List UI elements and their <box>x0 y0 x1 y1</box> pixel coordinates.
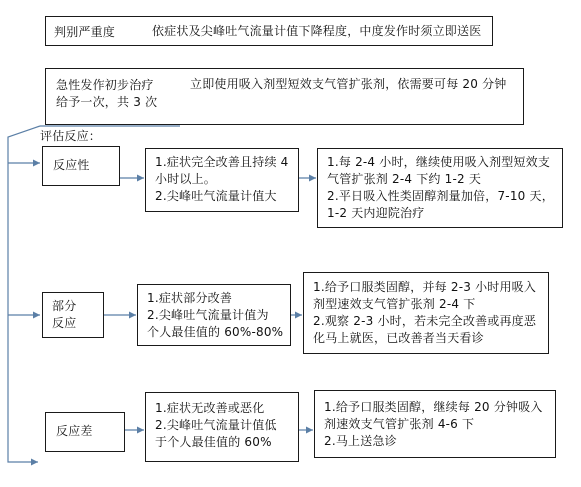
partial-action-line: 2.观察 2-3 小时，若未完全改善或再度恶 <box>313 314 537 328</box>
good-criteria-line: 2.尖峰吐气流量计值大 <box>155 189 277 203</box>
partial-response-box <box>42 292 104 338</box>
poor-action-line: 2.马上送急诊 <box>324 434 397 448</box>
initial-treatment-label: 急性发作初步治疗 <box>56 78 154 92</box>
good-response-box <box>42 146 120 186</box>
poor-criteria-box <box>145 392 299 462</box>
severity-text: 依症状及尖峰吐气流量计值下降程度，中度发作时须立即送医 <box>152 24 482 38</box>
poor-criteria-line: 2.尖峰吐气流量计值低 <box>155 418 277 432</box>
partial-criteria-box <box>137 284 291 346</box>
poor-response-box <box>45 412 125 452</box>
poor-response-label: 反应差 <box>56 424 93 438</box>
poor-criteria-line: 于个人最佳值的 60% <box>155 435 272 449</box>
partial-response-label: 部分 <box>52 299 77 313</box>
partial-action-line: 化马上就医，已改善者当天看诊 <box>313 331 484 345</box>
partial-criteria-line: 1.症状部分改善 <box>147 291 233 305</box>
partial-criteria-line: 2.尖峰吐气流量计值为 <box>147 308 269 322</box>
good-criteria-line: 1.症状完全改善且持续 4 <box>155 155 289 169</box>
good-action-box <box>317 148 563 228</box>
good-response-label: 反应性 <box>53 158 90 172</box>
assess-spine <box>8 126 40 462</box>
good-criteria-line: 小时以上。 <box>155 172 217 186</box>
good-action-line: 2.平日吸入性类固醇剂量加倍，7-10 天， <box>327 189 554 203</box>
partial-response-label: 反应 <box>52 316 77 330</box>
initial-treatment-text-line1: 立即使用吸入剂型短效支气管扩张剂，依需要可每 20 分钟 <box>190 77 507 91</box>
good-action-line: 1-2 天内迎院治疗 <box>327 206 425 220</box>
poor-criteria-line: 1.症状无改善或恶化 <box>155 401 265 415</box>
good-action-line: 1.每 2-4 小时，继续使用吸入剂型短效支 <box>327 155 551 169</box>
good-criteria-box <box>145 148 299 212</box>
initial-treatment-text-line2: 给予一次，共 3 次 <box>56 95 158 109</box>
partial-action-box <box>303 272 549 354</box>
poor-action-line: 1.给予口服类固醇，继续每 20 分钟吸入 <box>324 400 543 414</box>
partial-action-line: 1.给予口服类固醇，并每 2-3 小时用吸入 <box>313 280 537 294</box>
severity-label: 判别严重度 <box>54 25 116 39</box>
poor-action-line: 剂速效支气管扩张剂 4-6 下 <box>324 417 475 431</box>
partial-criteria-line: 个人最佳值的 60%-80% <box>147 325 284 339</box>
poor-action-box <box>314 390 556 458</box>
good-action-line: 气管扩张剂 2-4 下约 1-2 天 <box>327 172 482 186</box>
partial-action-line: 剂型速效支气管扩张剂 2-4 下 <box>313 297 476 311</box>
assess-label: 评估反应： <box>40 129 102 143</box>
